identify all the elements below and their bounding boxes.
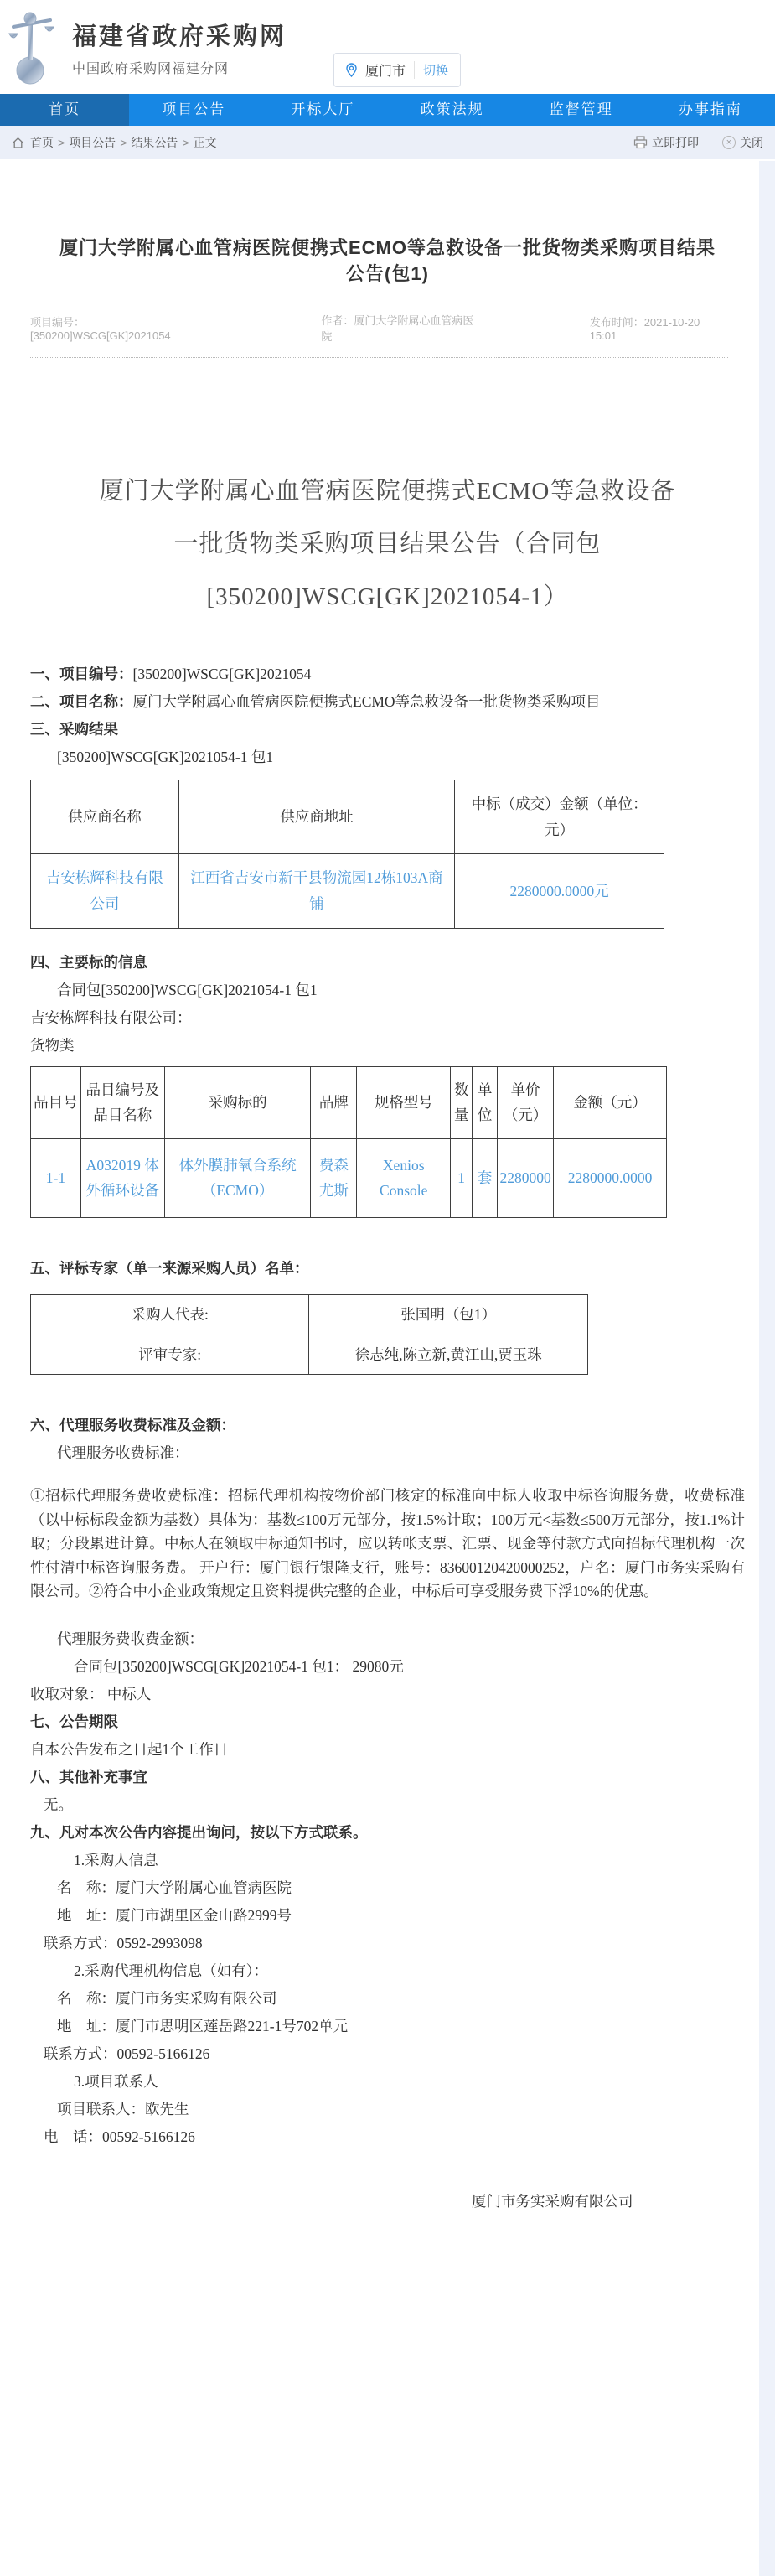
col-amount: 金额（元） (554, 1066, 667, 1138)
page-title: 厦门大学附属心血管病医院便携式ECMO等急救设备一批货物类采购项目结果公告(包1) (59, 237, 716, 284)
location-pin-icon (346, 63, 357, 77)
col-quantity: 数量 (451, 1066, 473, 1138)
table-row (31, 1138, 667, 1217)
section-4-supplier: 吉安栋辉科技有限公司： (30, 1008, 192, 1026)
section-6-label: 六、代理服务收费标准及金额： (30, 1417, 235, 1434)
site-name: 福建省政府采购网 (72, 23, 287, 50)
table-row (31, 1335, 588, 1375)
breadcrumb-tools (633, 134, 763, 151)
nav-item-policies[interactable]: 政策法规 (420, 101, 484, 117)
subject-cell: 体外膜肺氧合系统（ECMO） (164, 1138, 311, 1217)
breadcrumb-separator: > (182, 136, 189, 149)
site-header (0, 0, 775, 94)
review-experts-value: 徐志纯,陈立新,黄江山,贾玉珠 (309, 1335, 588, 1375)
close-icon (722, 136, 736, 149)
contact-line: 1.采购人信息 (74, 1851, 158, 1869)
nav-item-project-announcements[interactable]: 项目公告 (162, 101, 226, 117)
review-experts-label: 评审专家: (31, 1335, 309, 1375)
section-6-fee-amount-value: 合同包[350200]WSCG[GK]2021054-1 包1： 29080元 (74, 1657, 404, 1675)
breadcrumb-home[interactable]: 首页 (30, 136, 54, 149)
procurement-result-table (30, 780, 664, 929)
city-switch-button[interactable]: 切换 (414, 61, 448, 79)
item-no-cell: 1-1 (31, 1138, 81, 1217)
contact-line: 联系方式：0592-2993098 (44, 1934, 203, 1951)
amount-cell: 2280000.0000 (554, 1138, 667, 1217)
contact-line: 地 址：厦门市湖里区金山路2999号 (57, 1906, 292, 1924)
site-subtitle: 中国政府采购网福建分网 (72, 61, 230, 76)
section-6-fee-standard-label: 代理服务收费标准： (57, 1444, 189, 1462)
meta-publish-time (590, 314, 728, 342)
buyer-representative-label: 采购人代表: (31, 1295, 309, 1335)
section-2 (30, 688, 745, 716)
breadcrumb (0, 126, 775, 159)
meta-time-value: 2021-10-20 15:01 (589, 316, 700, 342)
contact-line: 2.采购代理机构信息（如有）： (74, 1962, 268, 1979)
table-header-row (31, 780, 664, 854)
meta-author-value: 厦门大学附属心血管病医院 (321, 314, 474, 343)
section-2-label: 二、项目名称： (30, 693, 133, 710)
article-meta (30, 312, 728, 358)
awarded-items-table (30, 1066, 667, 1219)
table-row (31, 854, 664, 928)
city-selector[interactable] (333, 53, 461, 87)
close-button[interactable] (722, 134, 763, 151)
contact-line: 名 称：厦门大学附属心血管病医院 (57, 1879, 292, 1896)
supplier-name-cell[interactable]: 吉安栋辉科技有限公司 (31, 854, 179, 928)
page-background-strip (759, 161, 775, 2576)
unit-price-cell: 2280000 (498, 1138, 554, 1217)
col-supplier-address: 供应商地址 (178, 780, 454, 854)
breadcrumb-current: 正文 (193, 136, 217, 149)
nav-item-bid-opening-hall[interactable]: 开标大厅 (291, 101, 355, 117)
col-supplier-name: 供应商名称 (31, 780, 179, 854)
section-4-category: 货物类 (30, 1036, 75, 1054)
contact-line: 电 话：00592-5166126 (44, 2128, 195, 2145)
nav-item-supervision[interactable]: 监督管理 (549, 101, 613, 117)
section-7-label: 七、公告期限 (30, 1713, 118, 1730)
meta-project-label: 项目编号： (30, 316, 85, 329)
section-2-value: 厦门大学附属心血管病医院便携式ECMO等急救设备一批货物类采购项目 (132, 693, 601, 710)
section-1 (30, 661, 745, 688)
nav-item-guide[interactable]: 办事指南 (678, 101, 742, 117)
breadcrumb-separator: > (58, 136, 65, 149)
col-unit: 单位 (473, 1066, 498, 1138)
print-button[interactable] (633, 134, 699, 151)
contact-line: 名 称：厦门市务实采购有限公司 (57, 1989, 277, 2007)
section-3-label: 三、采购结果 (30, 721, 118, 738)
contact-line: 地 址：厦门市思明区莲岳路221-1号702单元 (57, 2017, 349, 2034)
col-item-code-name: 品目编号及品目名称 (80, 1066, 164, 1138)
agency-signature: 厦门市务实采购有限公司 (472, 2192, 633, 2210)
col-model: 规格型号 (357, 1066, 451, 1138)
print-label: 立即打印 (652, 136, 699, 149)
main-nav (0, 94, 775, 126)
supplier-address-cell: 江西省吉安市新干县物流园12栋103A商铺 (178, 854, 454, 928)
unit-cell: 套 (473, 1138, 498, 1217)
section-8-text: 无。 (44, 1796, 73, 1813)
announcement-title: 厦门大学附属心血管病医院便携式ECMO等急救设备一批货物类采购项目结果公告（合同包[350200]WSCG[GK]2021054-1） (99, 478, 676, 610)
col-unit-price: 单价（元） (498, 1066, 554, 1138)
meta-project-no (30, 314, 222, 342)
breadcrumb-project-announcements[interactable]: 项目公告 (69, 136, 116, 149)
section-5-label: 五、评标专家（单一来源采购人员）名单： (30, 1260, 309, 1277)
quantity-cell: 1 (451, 1138, 473, 1217)
section-9-label: 九、凡对本次公告内容提出询问，按以下方式联系。 (30, 1823, 368, 1841)
current-city: 厦门市 (365, 65, 406, 79)
bottom-whitespace (30, 2216, 745, 2576)
model-cell: Xenios Console (357, 1138, 451, 1217)
contact-line: 项目联系人：欧先生 (57, 2100, 189, 2117)
col-brand: 品牌 (311, 1066, 357, 1138)
col-item-no: 品目号 (31, 1066, 81, 1138)
site-logo-scales-icon (7, 8, 59, 86)
section-7-text: 自本公告发布之日起1个工作日 (30, 1740, 229, 1758)
meta-project-value: [350200]WSCG[GK]2021054 (30, 329, 171, 342)
section-6-fee-standard-paragraph: ①招标代理服务费收费标准：招标代理机构按物价部门核定的标准向中标人收取中标咨询服务费，收费标准（以中标标段金额为基数）具体为：基数≤100万元部分，按1.5%计取；100万元<基数≤500万元部分，按1.1%计取；分段累进计算。中标人在领取中标通知书时，应以转帐支票、汇票、现金等付款方式向招标代理机构一次性付清中标咨询服务费。 开户行：厦门银行银隆支行，账号：83600120420000252，户名：厦门市务实采购有限公司。②符合中小企业政策规定且资料提供完整的企业，中标后可享受服务费下浮10%的优惠。 (30, 1487, 745, 1600)
home-icon (12, 137, 24, 149)
brand-cell: 费森尤斯 (311, 1138, 357, 1217)
meta-author-label: 作者： (321, 314, 354, 327)
section-1-label: 一、项目编号： (30, 666, 133, 682)
section-8-label: 八、其他补充事宜 (30, 1768, 147, 1786)
table-header-row (31, 1066, 667, 1138)
item-code-name-cell[interactable]: A032019 体外循环设备 (80, 1138, 164, 1217)
section-4-package: 合同包[350200]WSCG[GK]2021054-1 包1 (57, 981, 318, 998)
col-award-amount: 中标（成交）金额（单位：元） (455, 780, 664, 854)
meta-author (321, 312, 482, 344)
contact-line: 3.项目联系人 (74, 2072, 158, 2090)
nav-item-home[interactable]: 首页 (0, 94, 129, 126)
announcement-body (30, 661, 745, 2576)
award-amount-cell: 2280000.0000元 (455, 854, 664, 928)
experts-table (30, 1294, 588, 1375)
buyer-representative-value: 张国明（包1） (309, 1295, 588, 1335)
col-subject: 采购标的 (164, 1066, 311, 1138)
announcement-document (0, 465, 775, 2576)
section-6-fee-amount-label: 代理服务费收费金额： (57, 1630, 204, 1647)
breadcrumb-separator: > (120, 136, 127, 149)
section-1-value: [350200]WSCG[GK]2021054 (132, 666, 312, 682)
table-row (31, 1295, 588, 1335)
close-label: 关闭 (740, 136, 763, 149)
section-3-package: [350200]WSCG[GK]2021054-1 包1 (57, 749, 274, 765)
breadcrumb-result-announcements[interactable]: 结果公告 (131, 136, 178, 149)
contact-line: 联系方式：00592-5166126 (44, 2045, 210, 2062)
printer-icon (633, 136, 648, 149)
meta-time-label: 发布时间： (589, 316, 644, 329)
section-6-fee-target: 收取对象： 中标人 (30, 1685, 152, 1703)
section-4-label: 四、主要标的信息 (30, 953, 147, 971)
site-title-block (72, 18, 287, 77)
